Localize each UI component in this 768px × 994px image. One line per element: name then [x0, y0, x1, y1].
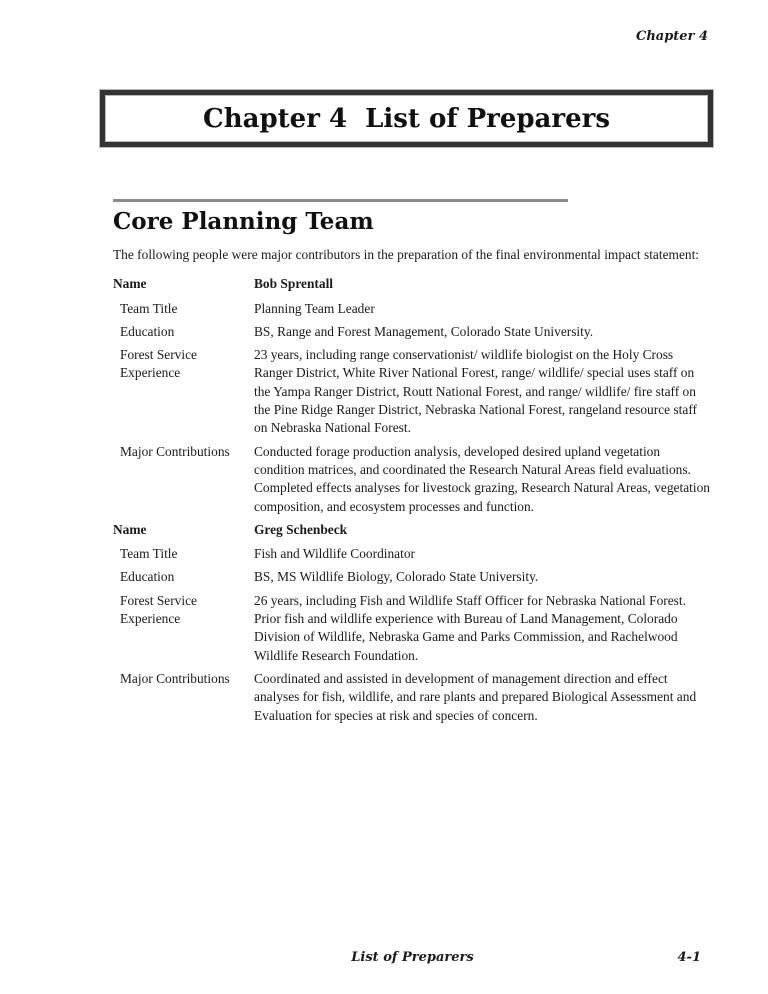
row-value: BS, Range and Forest Management, Colorado State University.: [254, 323, 594, 339]
row-label: Major Contributions: [120, 670, 230, 686]
preparer-entry: [113, 275, 712, 516]
row-value: 23 years, including range conservationist/ wildlife biologist on the Holy Cross Ranger District, White River National Forest, range/ wildlife/ special uses staff on the Yampa Ranger District, Routt National Forest, and range/ wildlife/ fire staff on the Pine Ridge Ranger District, Nebraska National Forest, rangeland resource staff on Nebraska National Forest.: [254, 347, 701, 436]
chapter-title-box: [100, 90, 713, 147]
row-label: Education: [120, 323, 175, 339]
table-row: [113, 568, 712, 586]
row-value: Fish and Wildlife Coordinator: [254, 546, 416, 562]
chapter-title: Chapter 4 List of Preparers: [203, 103, 610, 134]
row-label: Name: [113, 521, 147, 537]
row-value: Conducted forage production analysis, developed desired upland vegetation condition matrices, and coordinated the Research Natural Areas field evaluations. Completed effects analyses for livestock grazing, Research Natural Areas, vegetation composition, and ecosystem processes and function.: [254, 443, 714, 514]
table-row: [113, 443, 712, 516]
table-row: [113, 300, 712, 318]
row-value: 26 years, including Fish and Wildlife Staff Officer for Nebraska National Forest. Prior fish and wildlife experience with Bureau of Land Management, Colorado Division of Wildlife, Nebraska Game and Parks Commission, and Rachelwood Wildlife Research Foundation.: [254, 592, 693, 663]
row-value: Coordinated and assisted in development of management direction and effect analyses for fish, wildlife, and rare plants and prepared Biological Assessment and Evaluation for species at risk and species of concern.: [254, 670, 700, 723]
page-footer: [113, 950, 712, 965]
row-value: Planning Team Leader: [254, 300, 375, 316]
row-label: Team Title: [120, 546, 178, 562]
table-row-name: [113, 275, 712, 293]
row-label: Name: [113, 276, 147, 292]
preparer-entry: [113, 521, 712, 725]
table-row-name: [113, 521, 712, 539]
footer-title: List of Preparers: [351, 950, 474, 965]
table-row: [113, 592, 712, 665]
preparer-name: Bob Sprentall: [254, 276, 334, 292]
row-label: Major Contributions: [120, 443, 230, 459]
table-row: [113, 545, 712, 563]
running-header-chapter: Chapter 4: [635, 29, 708, 44]
row-label: Team Title: [120, 300, 178, 316]
document-body: [113, 199, 712, 730]
section-heading-rule: [113, 199, 568, 202]
row-value: BS, MS Wildlife Biology, Colorado State University.: [254, 569, 539, 585]
row-label: Education: [120, 569, 175, 585]
row-label: Forest Service Experience: [120, 592, 197, 627]
table-row: [113, 670, 712, 725]
table-row: [113, 346, 712, 437]
intro-paragraph: The following people were major contributors in the preparation of the final environmental impact statement:: [113, 247, 700, 262]
row-label: Forest Service Experience: [120, 347, 197, 381]
footer-page-number: 4-1: [677, 950, 701, 965]
table-row: [113, 323, 712, 341]
preparer-name: Greg Schenbeck: [254, 521, 348, 537]
section-heading: Core Planning Team: [113, 208, 374, 235]
